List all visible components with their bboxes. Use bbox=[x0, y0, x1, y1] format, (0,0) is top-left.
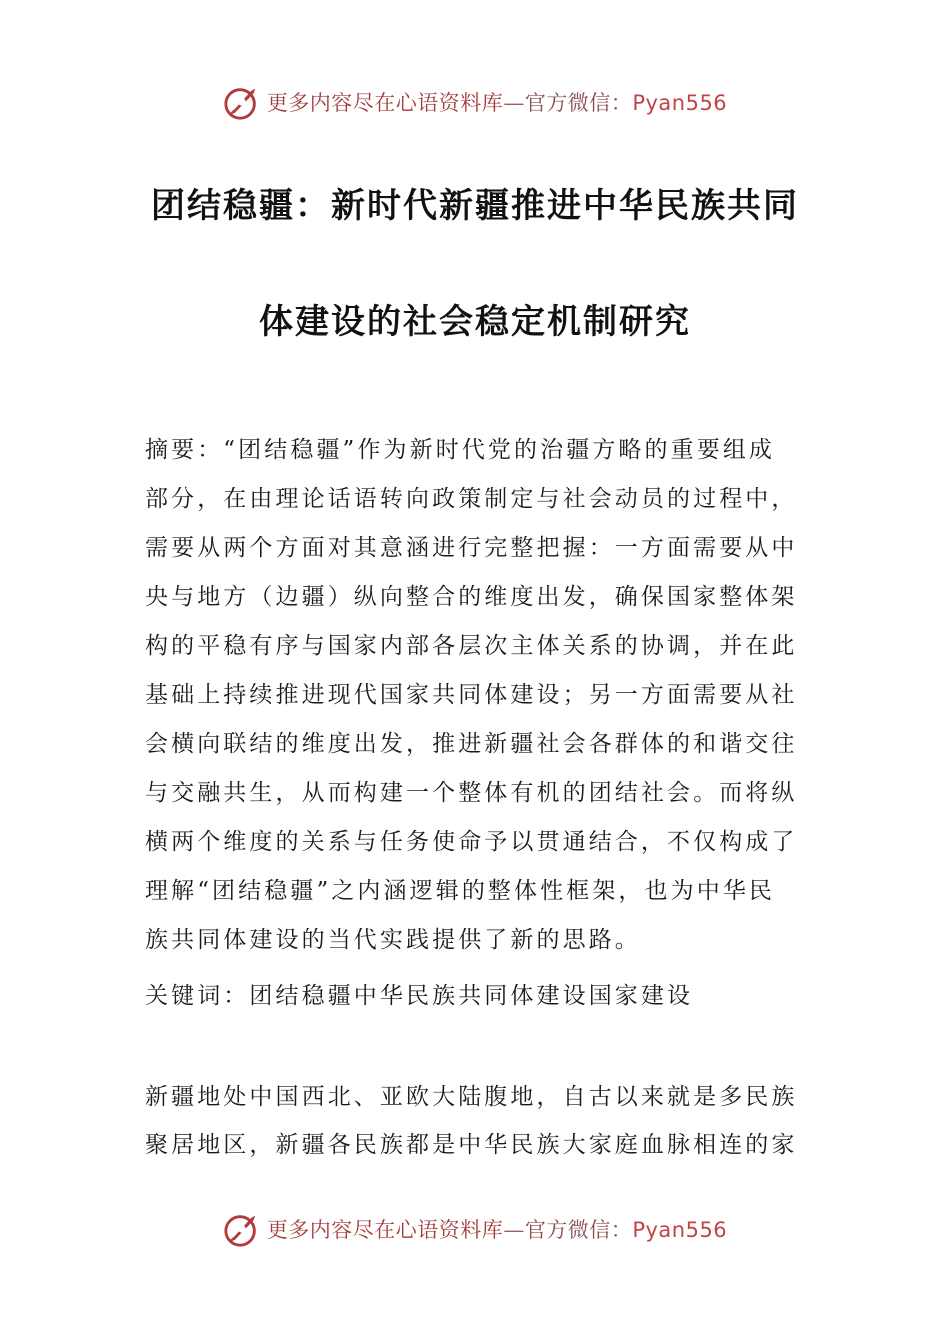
abstract-line: 部分，在由理论话语转向政策制定与社会动员的过程中， bbox=[145, 486, 798, 512]
quill-logo-icon bbox=[223, 1210, 261, 1248]
footer-banner bbox=[0, 1207, 950, 1251]
banner-separator: — bbox=[503, 91, 525, 115]
banner-wechat-id: Pyan556 bbox=[632, 1218, 728, 1242]
document-title-line-2: 体建设的社会稳定机制研究 bbox=[259, 302, 691, 342]
body-paragraph bbox=[145, 1073, 810, 1169]
abstract-line: 横两个维度的关系与任务使命予以贯通结合，不仅构成了 bbox=[145, 829, 798, 855]
banner-wechat-label: 官方微信： bbox=[524, 91, 633, 115]
banner-wechat-label: 官方微信： bbox=[524, 1218, 633, 1242]
quill-logo-icon bbox=[223, 83, 261, 121]
abstract-line: 摘要：“团结稳疆”作为新时代党的治疆方略的重要组成 bbox=[145, 437, 776, 463]
abstract-paragraph bbox=[145, 426, 810, 965]
abstract-line: 族共同体建设的当代实践提供了新的思路。 bbox=[145, 927, 641, 953]
abstract-line: 需要从两个方面对其意涵进行完整把握：一方面需要从中 bbox=[145, 535, 798, 561]
abstract-line: 基础上持续推进现代国家共同体建设；另一方面需要从社 bbox=[145, 682, 798, 708]
abstract-line: 与交融共生，从而构建一个整体有机的团结社会。而将纵 bbox=[145, 780, 798, 806]
abstract-line: 理解“团结稳疆”之内涵逻辑的整体性框架，也为中华民 bbox=[145, 878, 776, 904]
abstract-line: 构的平稳有序与国家内部各层次主体关系的协调，并在此 bbox=[145, 633, 798, 659]
body-line: 聚居地区，新疆各民族都是中华民族大家庭血脉相连的家 bbox=[145, 1132, 798, 1158]
keywords-line: 关键词：团结稳疆中华民族共同体建设国家建设 bbox=[145, 983, 694, 1009]
document-title-line-1: 团结稳疆：新时代新疆推进中华民族共同 bbox=[151, 186, 799, 226]
banner-text bbox=[267, 1214, 727, 1244]
banner-text bbox=[267, 87, 727, 117]
abstract-line: 央与地方（边疆）纵向整合的维度出发，确保国家整体架 bbox=[145, 584, 798, 610]
banner-separator: — bbox=[503, 1218, 525, 1242]
header-banner bbox=[0, 80, 950, 124]
banner-wechat-id: Pyan556 bbox=[632, 91, 728, 115]
banner-main-text: 更多内容尽在心语资料库 bbox=[266, 1218, 504, 1242]
banner-main-text: 更多内容尽在心语资料库 bbox=[266, 91, 504, 115]
abstract-line: 会横向联结的维度出发，推进新疆社会各群体的和谐交往 bbox=[145, 731, 798, 757]
body-line: 新疆地处中国西北、亚欧大陆腹地，自古以来就是多民族 bbox=[145, 1084, 798, 1110]
